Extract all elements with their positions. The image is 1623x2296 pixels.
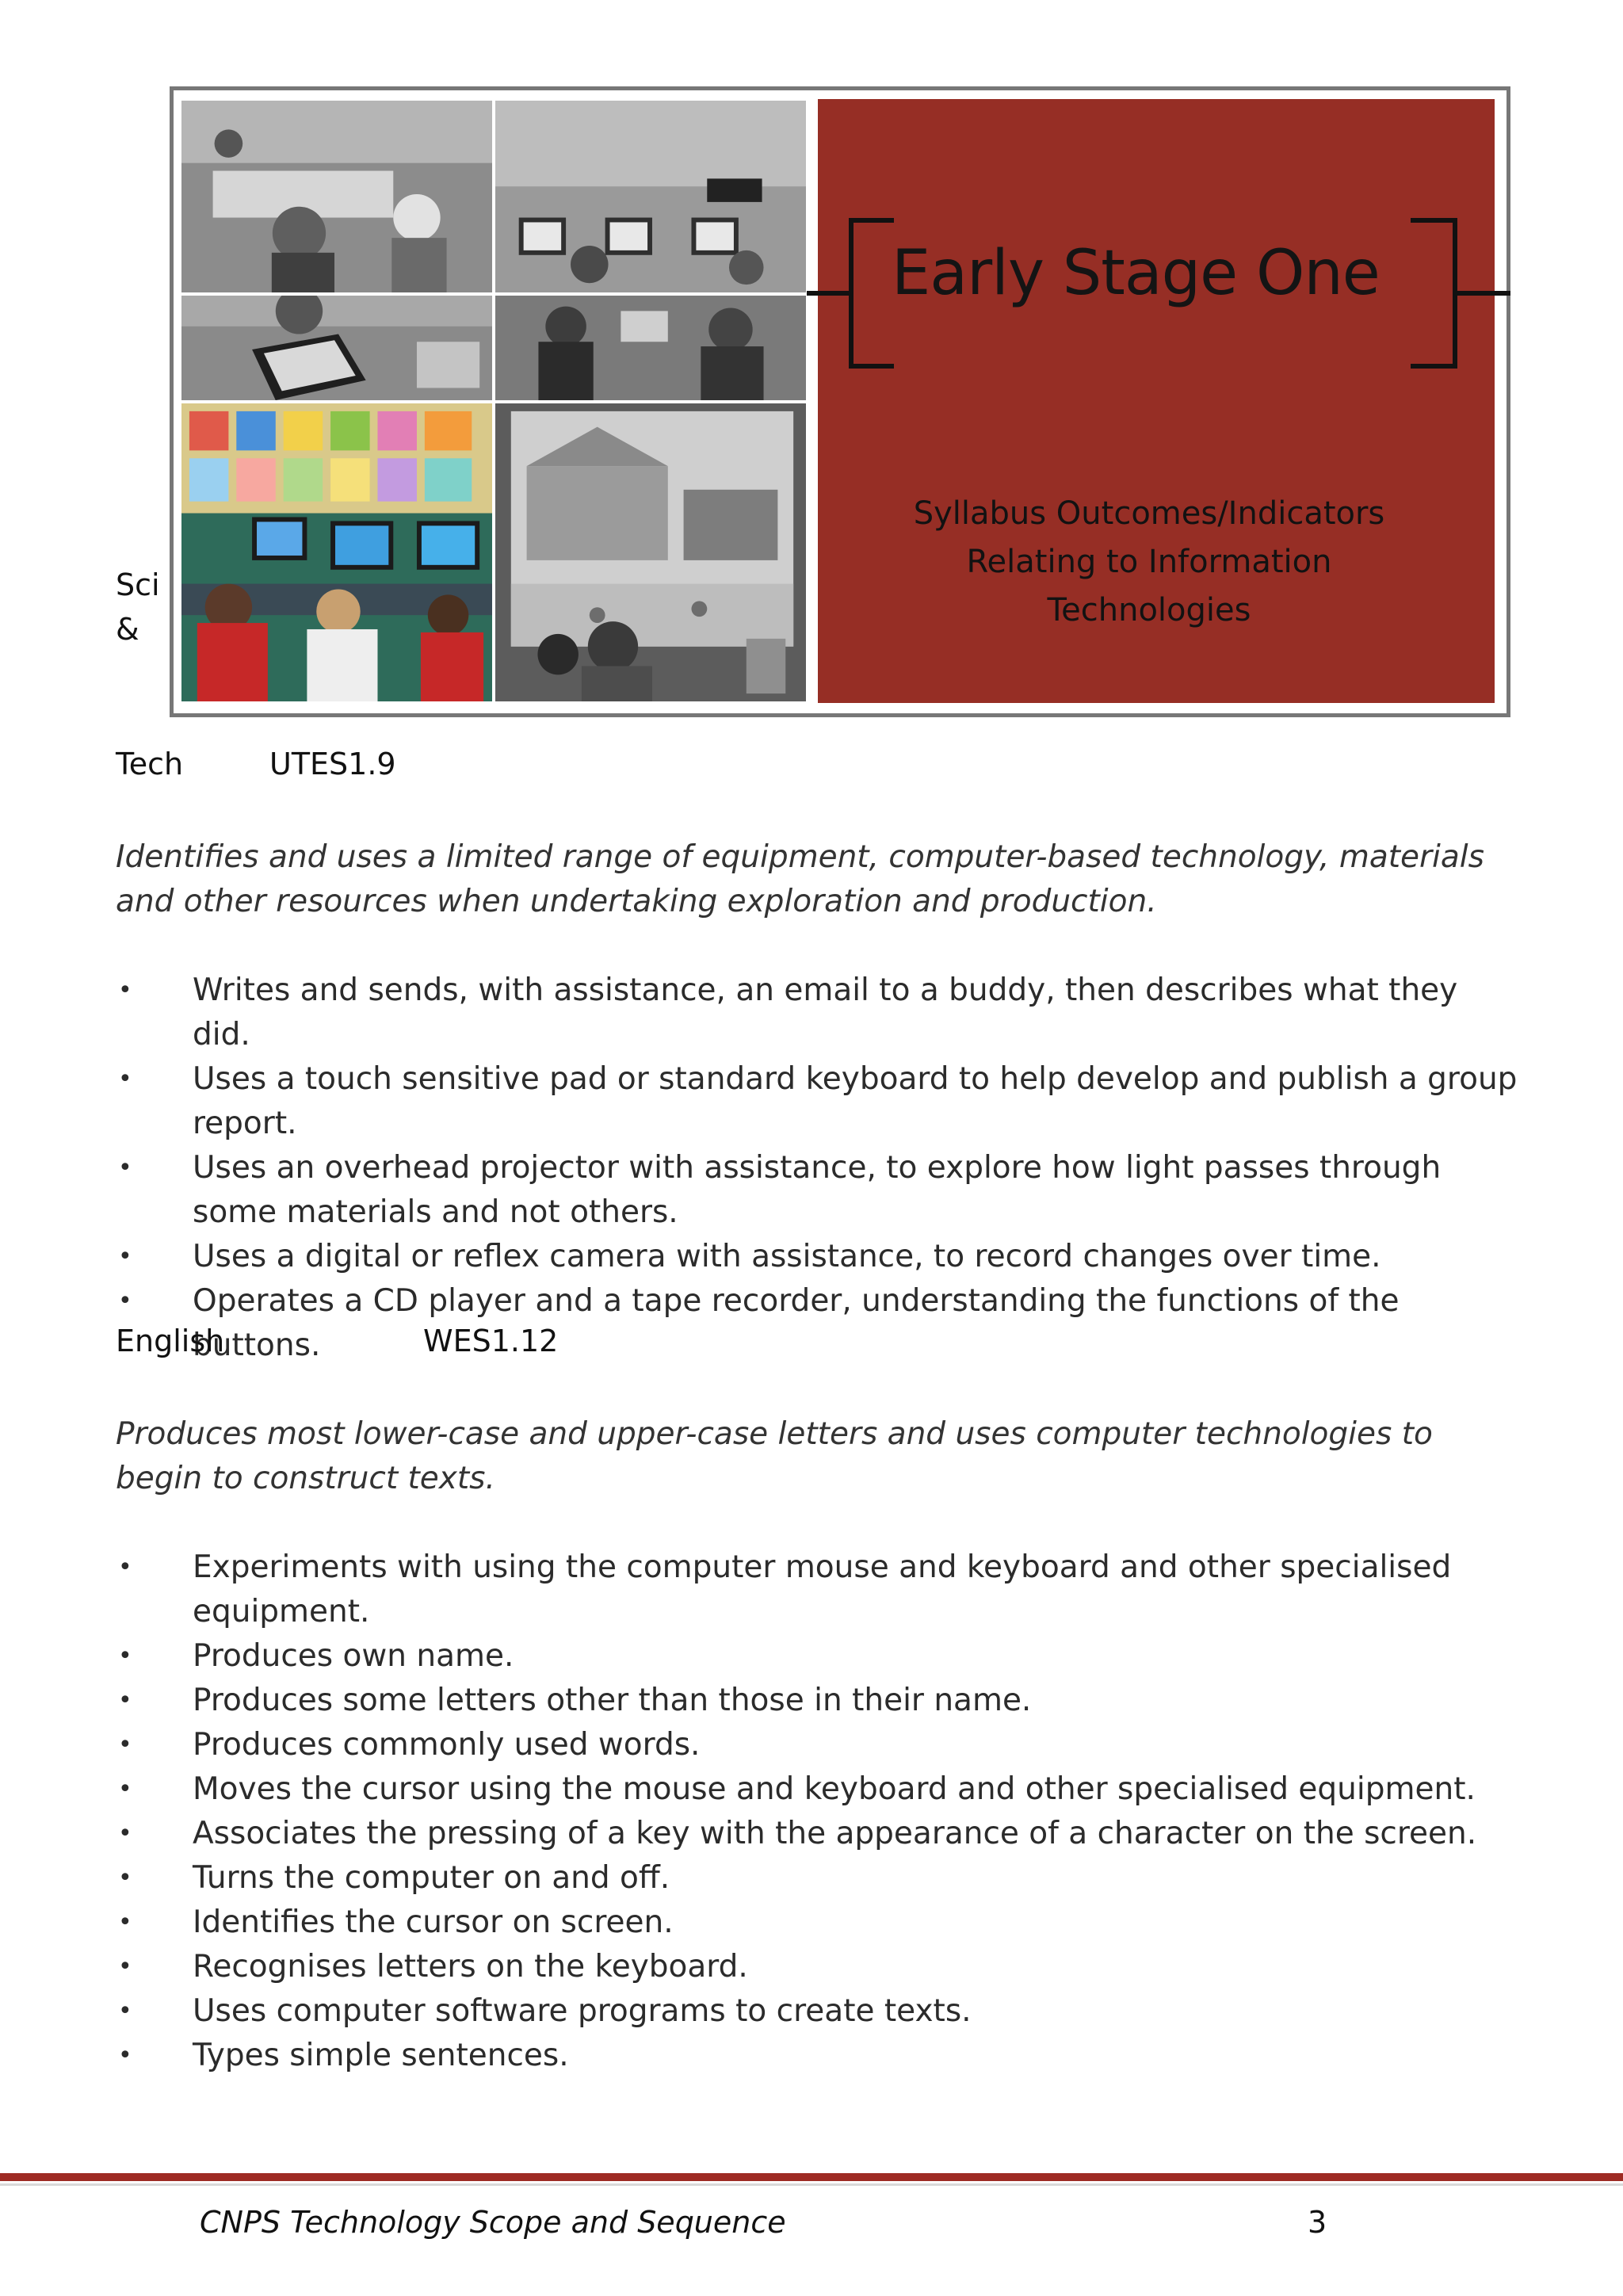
photo-colour-classroom bbox=[180, 402, 494, 703]
list-item bbox=[116, 1279, 1518, 1368]
subject-name: Tech bbox=[116, 747, 184, 781]
footer-doc-title: CNPS Technology Scope and Sequence bbox=[200, 2205, 786, 2240]
list-item bbox=[116, 1634, 1518, 1679]
list-item bbox=[116, 1767, 1518, 1812]
bullet-icon: • bbox=[118, 1154, 132, 1182]
subtitle-line: Syllabus Outcomes/Indicators bbox=[913, 495, 1385, 532]
bullet-icon: • bbox=[118, 1553, 132, 1581]
bullet-icon: • bbox=[118, 1687, 132, 1714]
list-item bbox=[116, 1679, 1518, 1723]
bullet-icon: • bbox=[118, 1642, 132, 1670]
bullet-icon: • bbox=[118, 2042, 132, 2069]
subject-name: English bbox=[116, 1324, 225, 1358]
photo-computer-lab bbox=[494, 99, 808, 294]
indicator-text: Operates a CD player and a tape recorder, understanding the functions of the buttons. bbox=[193, 1283, 1400, 1363]
indicator-text: Types simple sentences. bbox=[193, 2038, 569, 2073]
indicator-text: Uses computer software programs to create texts. bbox=[193, 1993, 972, 2029]
list-item bbox=[116, 1235, 1518, 1279]
indicator-text: Produces commonly used words. bbox=[193, 1727, 701, 1763]
photo-interactive-whiteboard bbox=[494, 402, 808, 703]
footer-divider-thin bbox=[0, 2183, 1623, 2186]
subtitle-line: Technologies bbox=[1047, 592, 1251, 628]
indicator-text: Uses a digital or reflex camera with assistance, to record changes over time. bbox=[193, 1239, 1381, 1274]
list-item bbox=[116, 1057, 1518, 1146]
indicator-text: Uses an overhead projector with assistance, to explore how light passes through some materials and not others. bbox=[193, 1150, 1442, 1230]
section-heading-tech bbox=[116, 747, 396, 781]
page-title: Early Stage One bbox=[892, 238, 1380, 309]
bullet-icon: • bbox=[118, 1953, 132, 1981]
outcome-code: WES1.12 bbox=[423, 1324, 559, 1358]
indicator-text: Moves the cursor using the mouse and keyboard and other specialised equipment. bbox=[193, 1771, 1476, 1807]
bullet-icon: • bbox=[118, 1731, 132, 1759]
bullet-icon: • bbox=[118, 1065, 132, 1093]
indicator-list-english bbox=[116, 1545, 1518, 2078]
side-label-line: & bbox=[116, 612, 139, 647]
page-subtitle bbox=[856, 490, 1442, 635]
subject-side-label bbox=[116, 563, 160, 651]
list-item bbox=[116, 1989, 1518, 2034]
indicator-text: Produces own name. bbox=[193, 1638, 514, 1674]
photo-tablet bbox=[180, 294, 494, 402]
list-item bbox=[116, 1901, 1518, 1945]
bullet-icon: • bbox=[118, 1243, 132, 1270]
outcome-statement: Produces most lower-case and upper-case letters and uses computer technologies to begin to construct texts. bbox=[116, 1416, 1433, 1496]
outcome-code: UTES1.9 bbox=[269, 747, 396, 781]
photo-classroom-table bbox=[180, 99, 494, 294]
list-item bbox=[116, 1545, 1518, 1634]
footer-divider bbox=[0, 2173, 1623, 2181]
bullet-icon: • bbox=[118, 1820, 132, 1847]
outcome-statement: Identifies and uses a limited range of equipment, computer-based technology, materials and other resources when undertaking exploration and production. bbox=[116, 839, 1484, 919]
bullet-icon: • bbox=[118, 1864, 132, 1892]
bullet-icon: • bbox=[118, 1287, 132, 1315]
indicator-text: Associates the pressing of a key with the appearance of a character on the screen. bbox=[193, 1816, 1477, 1851]
indicator-text: Uses a touch sensitive pad or standard keyboard to help develop and publish a group report. bbox=[193, 1061, 1518, 1141]
list-item bbox=[116, 2034, 1518, 2078]
subtitle-line: Relating to Information bbox=[966, 544, 1332, 580]
indicator-list-tech bbox=[116, 968, 1518, 1368]
page-number: 3 bbox=[1308, 2205, 1327, 2240]
indicator-text: Writes and sends, with assistance, an email to a buddy, then describes what they did. bbox=[193, 972, 1458, 1052]
bullet-icon: • bbox=[118, 1775, 132, 1803]
list-item bbox=[116, 1945, 1518, 1989]
list-item bbox=[116, 1856, 1518, 1901]
list-item bbox=[116, 1812, 1518, 1856]
list-item bbox=[116, 1723, 1518, 1767]
indicator-text: Turns the computer on and off. bbox=[193, 1860, 670, 1896]
bullet-icon: • bbox=[118, 1997, 132, 2025]
left-bracket-icon bbox=[807, 214, 902, 372]
bullet-icon: • bbox=[118, 1908, 132, 1936]
list-item bbox=[116, 968, 1518, 1057]
indicator-text: Produces some letters other than those in their name. bbox=[193, 1683, 1032, 1718]
section-heading-english bbox=[116, 1324, 559, 1358]
photo-students-at-computers bbox=[494, 294, 808, 402]
bullet-icon: • bbox=[118, 976, 132, 1004]
right-bracket-icon bbox=[1403, 214, 1510, 372]
indicator-text: Experiments with using the computer mouse and keyboard and other specialised equipment. bbox=[193, 1549, 1452, 1629]
side-label-line: Sci bbox=[116, 567, 160, 602]
indicator-text: Identifies the cursor on screen. bbox=[193, 1904, 674, 1940]
indicator-text: Recognises letters on the keyboard. bbox=[193, 1949, 748, 1985]
list-item bbox=[116, 1146, 1518, 1235]
